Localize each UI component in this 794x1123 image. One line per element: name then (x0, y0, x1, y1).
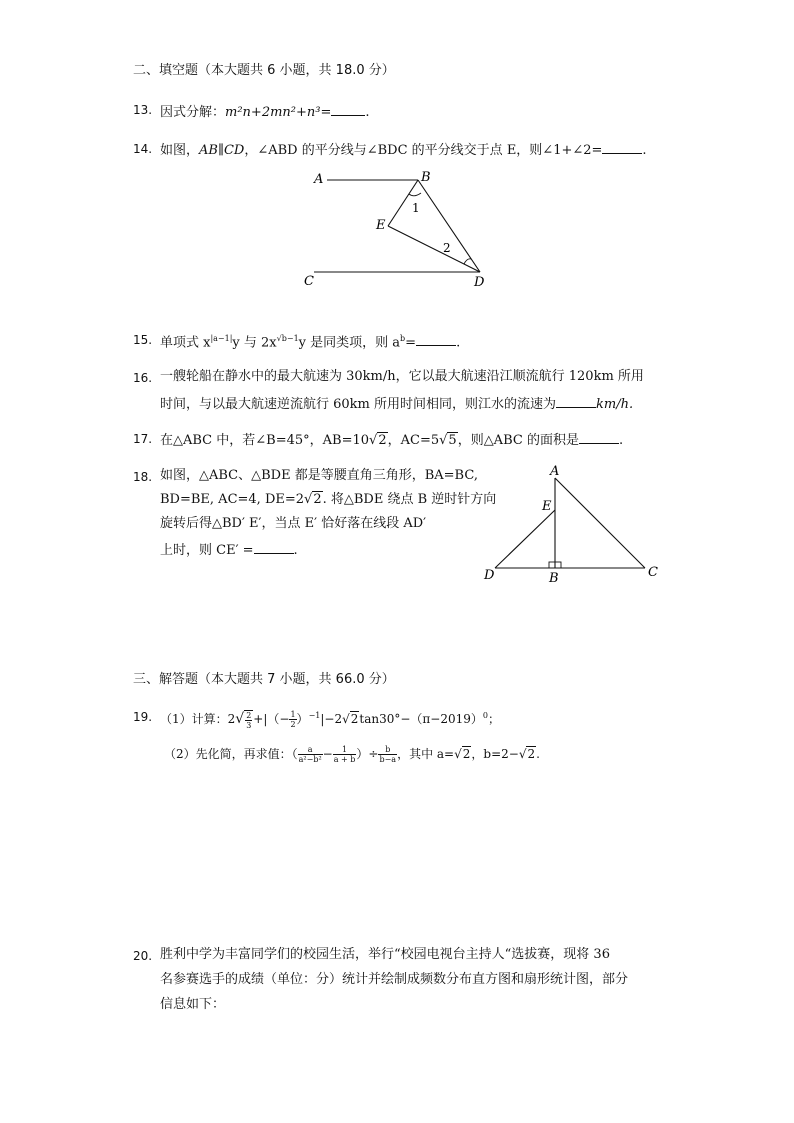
label-c: C (304, 274, 314, 289)
q15-number: 15. (133, 333, 153, 347)
q14-period: . (642, 143, 647, 158)
q19-p1-end: ； (488, 712, 501, 726)
q16-line-2-text: 时间，与以最大航速逆流航行 60km 所用时间相同，则江水的流速为 (160, 397, 557, 412)
q19-p2-fraction-1 (298, 745, 323, 764)
q19-p2-fraction-3 (378, 745, 397, 764)
q19-p2-minus: − (322, 747, 333, 761)
q14-figure (300, 166, 500, 291)
q19-p1-exponent-2: 0 (482, 711, 488, 720)
label-angle-2: 2 (443, 241, 451, 255)
q15-exponent-1: |a−1| (210, 334, 233, 343)
q15-part-a: 单项式 x (160, 335, 211, 351)
q17-radicand-2: 5 (448, 433, 457, 448)
q15-exponent-3: b (400, 334, 406, 343)
q19-p1-fraction-numerator: 2 (246, 710, 252, 720)
q19-p1-radicand: 2 (350, 712, 359, 726)
q17-radicand-1: 2 (378, 433, 387, 448)
q18-radicand: 2 (313, 492, 322, 507)
q16-unit: km/h. (596, 397, 634, 412)
q19-p2-fraction-1-numerator: a (298, 745, 323, 755)
q15-exponent-2: √b−1 (276, 334, 299, 343)
label-c: C (648, 565, 658, 580)
q20-line-3: 信息如下： (160, 997, 226, 1012)
q15-part-d: = (405, 335, 417, 351)
q19-p2-fraction-1-denominator: a²−b² (298, 755, 322, 764)
q14-condition: AB∥CD (199, 143, 245, 158)
q19-p2-fraction-2 (333, 745, 357, 764)
q19-p2-label: （2）先化简，再求值：（ (164, 747, 298, 761)
q19-p1-fraction-2-numerator: 1 (290, 710, 296, 719)
q18-line-2: BD=BE, AC=4, DE=2√2. 将△BDE 绕点 B 逆时针方向 (160, 492, 497, 507)
q15-part-b: y 与 2x (232, 335, 277, 351)
q13-answer-blank[interactable] (331, 101, 365, 116)
q20-number: 20. (133, 949, 153, 963)
q14-prompt-a: 如图， (160, 143, 200, 158)
q17-text: 在△ABC 中，若∠B=45°，AB=10√2，AC=5√5，则△ABC 的面积是 . (160, 429, 623, 450)
q19-p2-b: ，b=2− (471, 747, 519, 761)
q18-line-4 (160, 539, 298, 560)
q17-part-a: 在△ABC 中，若∠B=45°，AB=10 (160, 433, 370, 448)
q15-part-c: y 是同类项，则 a (298, 335, 401, 351)
q19-p2-fraction-2-denominator: a + b (333, 755, 356, 764)
q20-line-1: 胜利中学为丰富同学们的校园生活，举行“校园电视台主持人“选拔赛，现将 36 (160, 947, 610, 962)
label-d: D (474, 275, 485, 290)
label-angle-1: 1 (412, 201, 420, 215)
q18-answer-blank[interactable] (254, 539, 294, 554)
q19-p2-a: ，其中 a= (397, 747, 455, 761)
line-ac (555, 478, 645, 568)
q19-p2-fraction-3-denominator: b−a (379, 755, 397, 764)
q19-p1-a: +|（− (253, 712, 290, 726)
label-e: E (376, 218, 386, 233)
q15-period: . (456, 335, 461, 351)
q18-figure (478, 460, 663, 590)
q19-number: 19. (133, 710, 153, 724)
q19-p1-sqrt-fraction (244, 710, 253, 730)
q14-prompt-b: ，∠ABD 的平分线与∠BDC 的平分线交于点 E，则∠1+∠2= (244, 143, 603, 158)
q19-p1-c: |−2 (320, 712, 343, 726)
q17-period: . (618, 433, 624, 448)
q14-answer-blank[interactable] (602, 139, 642, 154)
q13-prompt: 因式分解： (160, 105, 226, 120)
q19-p2-fraction-3-numerator: b (378, 745, 397, 755)
q16-line-2 (160, 393, 633, 414)
q13-expression: m²n+2mn²+n³= (225, 105, 332, 120)
q17-part-c: ，则△ABC 的面积是 (457, 433, 579, 448)
line-ed (388, 226, 480, 272)
q13-period: . (365, 105, 370, 120)
label-b: B (421, 170, 431, 185)
q19-p2-fraction-2-numerator: 1 (333, 745, 357, 755)
q19-part-2: （2）先化简，再求值：（ $\frac{a}{\text{a²−b²}}$ − $\frac{1}{a + b}$ ）÷ $\frac{b}{b-a}$ ，其中 a=√2，b=2−√2. (164, 745, 540, 764)
q19-p1-fraction-2-denominator: 2 (290, 720, 296, 729)
angle-2-arc (464, 259, 471, 264)
q18-period: . (293, 543, 298, 558)
section-3-title: 三、解答题（本大题共 7 小题，共 66.0 分） (133, 672, 395, 687)
q13-number: 13. (133, 103, 153, 117)
label-d: D (484, 568, 495, 583)
q20-line-2: 名参赛选手的成绩（单位：分）统计并绘制成频数分布直方图和扇形统计图，部分 (160, 972, 629, 987)
q17-number: 17. (133, 432, 153, 446)
q19-p1-b: ） (296, 712, 309, 726)
q14-number: 14. (133, 142, 153, 156)
q13-text (160, 101, 370, 122)
q18-line-3: 旋转后得△BD′ E′，当点 E′ 恰好落在线段 AD′ (160, 516, 427, 531)
q19-p1-fraction-denominator: 3 (246, 720, 252, 730)
q16-number: 16. (133, 371, 153, 385)
q19-p1-exponent: −1 (308, 711, 321, 720)
q19-p2-end: . (536, 747, 540, 761)
label-b: B (549, 571, 559, 586)
q18-line-2a: BD=BE, AC=4, DE=2 (160, 492, 305, 507)
section-2-title: 二、填空题（本大题共 6 小题，共 18.0 分） (133, 63, 395, 78)
q19-p1-fraction-2 (289, 710, 296, 729)
q17-answer-blank[interactable] (579, 429, 619, 444)
label-a: A (314, 172, 324, 187)
label-e: E (542, 499, 552, 514)
line-bd (418, 180, 480, 272)
q19-p2-radicand-2: 2 (527, 747, 536, 761)
q16-answer-blank[interactable] (556, 393, 596, 408)
q19-p1-d: tan30°−（π−2019） (359, 712, 483, 726)
q15-text (160, 330, 460, 352)
line-de (495, 510, 555, 568)
q19-p2-radicand-1: 2 (462, 747, 471, 761)
q15-answer-blank[interactable] (416, 331, 456, 346)
q19-p2-divide: ）÷ (356, 747, 379, 761)
q16-line-1: 一艘轮船在静水中的最大航速为 30km/h，它以最大航速沿江顺流航行 120km 所用 (160, 369, 644, 384)
q17-part-b: ，AC=5 (387, 433, 440, 448)
angle-1-arc (409, 193, 421, 196)
q18-line-2b: . 将△BDE 绕点 B 逆时针方向 (322, 492, 497, 507)
q19-part-1: （1）计算：2√ $\frac{2}{3}$ +|（− $\frac{1}{2}$ ）$^{-1}|-2√2\tan 30^\circ-(\pi-2019)^0$； (160, 710, 501, 730)
q18-line-1: 如图，△ABC、△BDE 都是等腰直角三角形，BA=BC, (160, 468, 478, 483)
q18-line-4-text: 上时，则 CE′ = (160, 543, 254, 558)
q18-number: 18. (133, 470, 153, 484)
label-a: A (550, 464, 560, 479)
q19-p1-label: （1）计算：2 (160, 712, 236, 726)
q14-text (160, 139, 647, 160)
